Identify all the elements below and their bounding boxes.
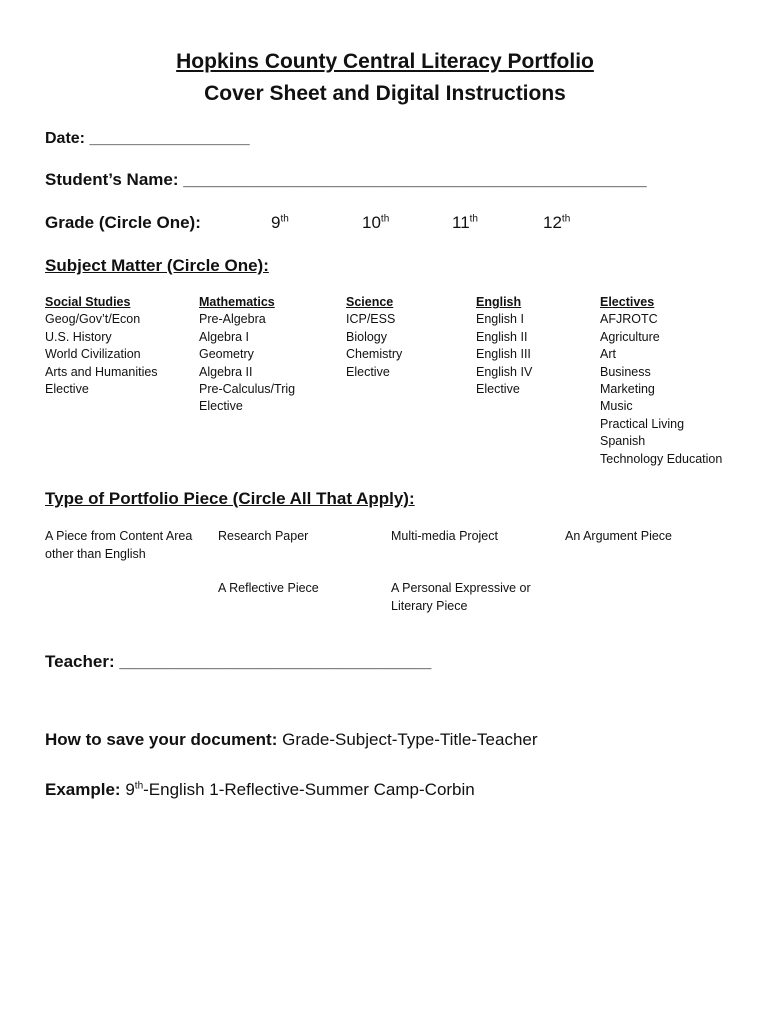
piece-option-reflective[interactable]: A Reflective Piece (218, 581, 319, 595)
example-label: Example: (45, 780, 121, 799)
grade-option-9[interactable] (271, 213, 289, 233)
subject-option[interactable]: English I (476, 312, 524, 327)
subject-matter-heading: Subject Matter (Circle One): (45, 256, 269, 275)
subject-option[interactable]: Practical Living (600, 416, 685, 431)
subject-option[interactable]: Pre-Calculus/Trig (199, 382, 296, 397)
date-blank[interactable]: __________________ (89, 130, 250, 147)
subject-option[interactable]: Business (600, 364, 651, 379)
piece-option-personal-expressive[interactable]: A Personal Expressive or Literary Piece (391, 581, 531, 613)
subject-option[interactable]: Spanish (600, 434, 646, 449)
grade-suffix: th (561, 213, 571, 225)
grade-suffix: th (380, 213, 390, 225)
subject-option[interactable]: English II (476, 329, 528, 344)
subject-option[interactable]: World Civilization (45, 347, 141, 362)
subject-option[interactable]: Chemistry (346, 347, 403, 362)
subject-column-social-studies (45, 294, 158, 398)
subject-option[interactable]: AFJROTC (600, 312, 658, 327)
subject-option[interactable]: Art (600, 347, 616, 362)
column-header: Social Studies (45, 295, 131, 309)
example-value: -English 1-Reflective-Summer Camp-Corbin (143, 780, 475, 799)
subject-option[interactable]: English III (476, 347, 531, 362)
subject-option[interactable]: Marketing (600, 382, 655, 397)
subject-option[interactable]: Elective (199, 399, 243, 414)
student-name-label: Student’s Name: (45, 170, 179, 189)
save-label: How to save your document: (45, 730, 278, 749)
piece-option-content-area[interactable]: A Piece from Content Area other than English (45, 529, 193, 561)
grade-number: 10 (362, 213, 381, 232)
grade-suffix: th (280, 213, 289, 225)
column-header: Mathematics (199, 295, 275, 309)
title-line-1: Hopkins County Central Literacy Portfolio (176, 50, 594, 73)
piece-option-multimedia[interactable]: Multi-media Project (391, 529, 498, 543)
grade-number: 12 (543, 213, 562, 232)
subject-option[interactable]: Geometry (199, 347, 254, 362)
column-header: Science (346, 295, 394, 309)
grade-number: 9 (271, 213, 281, 232)
subject-option[interactable]: Technology Education (600, 451, 723, 466)
grade-option-10[interactable] (362, 213, 389, 233)
title-line-2: Cover Sheet and Digital Instructions (204, 82, 566, 105)
date-label: Date: (45, 130, 86, 147)
teacher-label: Teacher: (45, 652, 115, 671)
column-header: Electives (600, 295, 655, 309)
subject-column-electives (600, 294, 722, 468)
student-name-field (45, 170, 647, 190)
subject-column-science (346, 294, 402, 381)
subject-column-mathematics (199, 294, 295, 416)
grade-label: Grade (Circle One): (45, 213, 201, 232)
grade-suffix: th (469, 213, 478, 225)
subject-option[interactable]: U.S. History (45, 329, 112, 344)
column-header: English (476, 295, 522, 309)
subject-option[interactable]: Geog/Gov’t/Econ (45, 312, 141, 327)
example-instruction (45, 780, 475, 800)
subject-option[interactable]: ICP/ESS (346, 312, 396, 327)
piece-option-research-paper[interactable]: Research Paper (218, 529, 309, 543)
grade-option-12[interactable] (543, 213, 570, 233)
student-name-blank[interactable]: _________________________________________________ (183, 170, 647, 189)
teacher-blank[interactable]: _________________________________ (119, 652, 432, 671)
teacher-field (45, 652, 431, 672)
subject-option[interactable]: Algebra II (199, 364, 253, 379)
subject-option[interactable]: Arts and Humanities (45, 364, 158, 379)
example-grade: 9 (125, 780, 135, 799)
subject-column-english (476, 294, 532, 398)
subject-option[interactable]: Elective (476, 382, 520, 397)
example-grade-suffix: th (134, 780, 144, 792)
save-instruction (45, 730, 538, 750)
date-field (45, 130, 250, 148)
subject-option[interactable]: Music (600, 399, 633, 414)
subject-option[interactable]: Biology (346, 329, 387, 344)
grade-option-11[interactable] (452, 213, 478, 233)
subject-option[interactable]: Elective (45, 382, 89, 397)
subject-option[interactable]: Elective (346, 364, 390, 379)
portfolio-type-heading: Type of Portfolio Piece (Circle All That Apply): (45, 489, 415, 508)
subject-option[interactable]: English IV (476, 364, 533, 379)
subject-option[interactable]: Pre-Algebra (199, 312, 266, 327)
subject-option[interactable]: Agriculture (600, 329, 660, 344)
piece-option-argument[interactable]: An Argument Piece (565, 529, 673, 543)
grade-number: 11 (452, 213, 470, 232)
subject-option[interactable]: Algebra I (199, 329, 250, 344)
save-format: Grade-Subject-Type-Title-Teacher (282, 730, 538, 749)
